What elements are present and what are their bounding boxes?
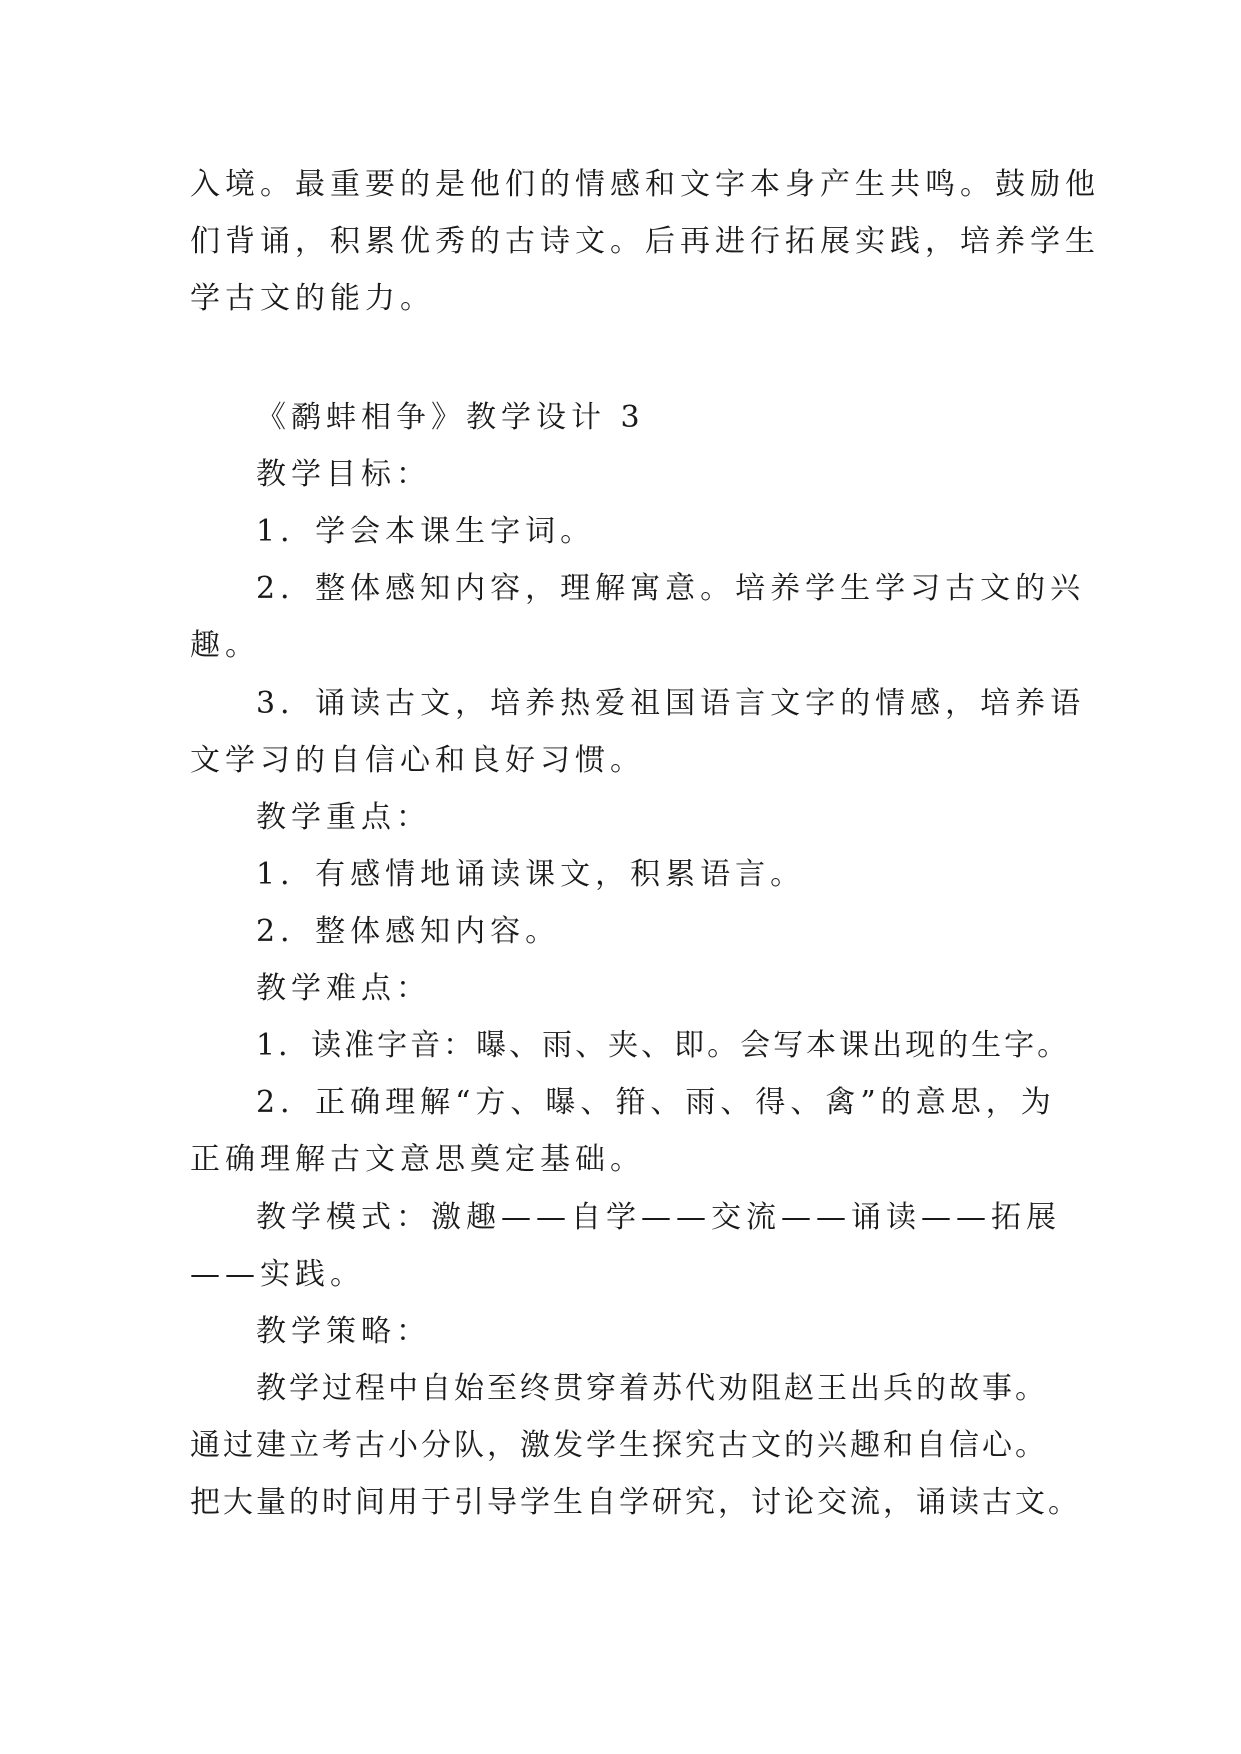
paragraph-line: 通过建立考古小分队，激发学生探究古文的兴趣和自信心。 xyxy=(190,1428,1048,1463)
paragraph-line: 把大量的时间用于引导学生自学研究，讨论交流，诵读古文。 xyxy=(190,1485,1081,1520)
subheading-goals: 教学目标： xyxy=(256,457,431,492)
paragraph-line: 趣。 xyxy=(190,628,260,663)
paragraph-line: 教学过程中自始至终贯穿着苏代劝阻赵王出兵的故事。 xyxy=(256,1371,1048,1406)
list-item: 1．有感情地诵读课文，积累语言。 xyxy=(256,857,806,892)
list-item: 3．诵读古文，培养热爱祖国语言文字的情感，培养语 xyxy=(256,686,1086,721)
paragraph-line: 入境。最重要的是他们的情感和文字本身产生共鸣。鼓励他 xyxy=(190,167,1100,202)
paragraph-line: 文学习的自信心和良好习惯。 xyxy=(190,743,645,778)
subheading-key-points: 教学重点： xyxy=(256,800,431,835)
paragraph-line: ——实践。 xyxy=(190,1257,365,1292)
paragraph-line: 正确理解古文意思奠定基础。 xyxy=(190,1142,645,1177)
paragraph-line: 们背诵，积累优秀的古诗文。后再进行拓展实践，培养学生 xyxy=(190,224,1100,259)
subheading-difficulties: 教学难点： xyxy=(256,971,431,1006)
list-item: 2．整体感知内容，理解寓意。培养学生学习古文的兴 xyxy=(256,571,1086,606)
list-item: 1．读准字音：曝、雨、夹、即。会写本课出现的生字。 xyxy=(256,1028,1071,1063)
paragraph-line: 学古文的能力。 xyxy=(190,281,435,316)
paragraph-line: 教学模式：激趣——自学——交流——诵读——拓展 xyxy=(256,1200,1061,1235)
list-item: 2．整体感知内容。 xyxy=(256,914,561,949)
section-heading: 《鹬蚌相争》教学设计 3 xyxy=(256,400,645,435)
list-item: 1．学会本课生字词。 xyxy=(256,514,596,549)
list-item: 2．正确理解“方、曝、箝、雨、得、禽”的意思，为 xyxy=(256,1085,1056,1120)
subheading-strategy: 教学策略： xyxy=(256,1314,431,1349)
